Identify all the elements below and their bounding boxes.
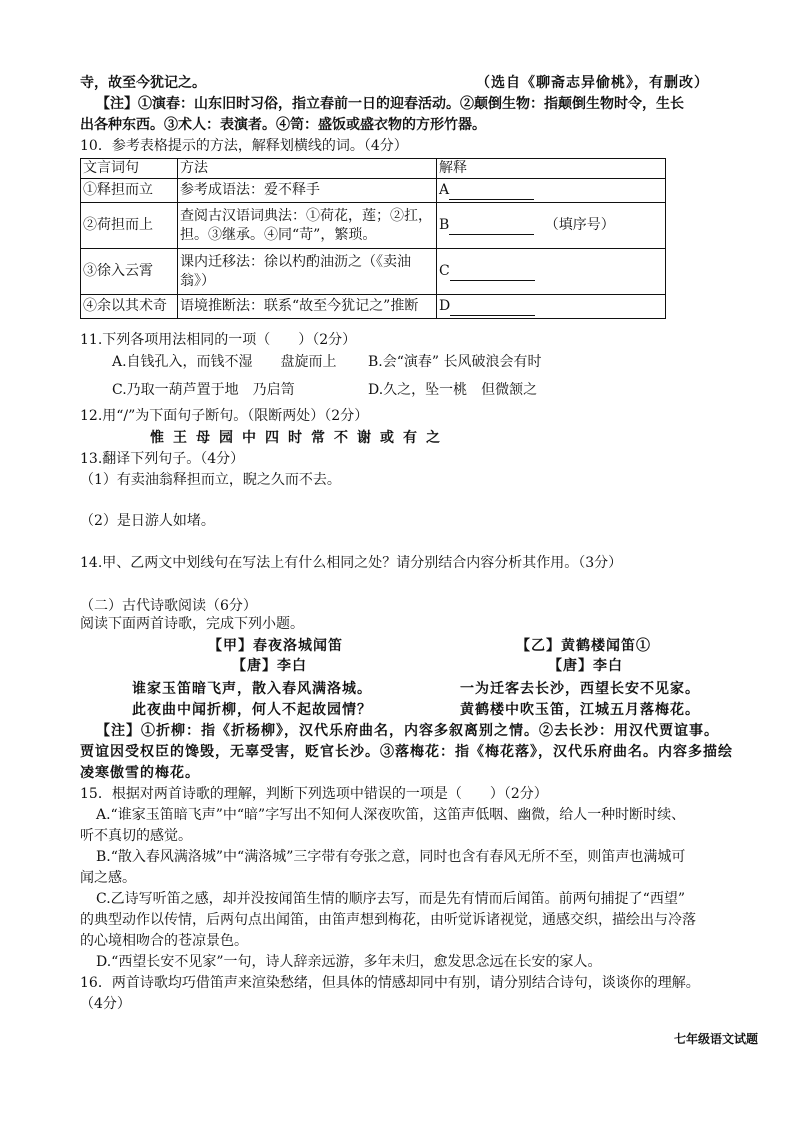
q11-title: 11.下列各项用法相同的一项（ ）（2分） (80, 332, 357, 348)
q10-method: 语境推断法：联系“故至今犹记之”推断 (178, 295, 437, 319)
poem-note-line-3: 凌寒傲雪的梅花。 (80, 765, 200, 781)
section-2-instruction: 阅读下面两首诗歌，完成下列小题。 (80, 616, 304, 632)
poem-a-line-2: 此夜曲中闻折柳，何人不起故园情？ (132, 702, 372, 718)
passage-note-line-2: 出各种东西。③术人：表演者。④笥：盛饭或盛衣物的方形竹器。 (80, 117, 486, 133)
q10-answer-cell (437, 179, 666, 203)
q10-method: 查阅古汉语词典法：①荷花，莲；②扛，担。③继承。④同“苛”，繁琐。 (178, 203, 437, 249)
q10-answer-cell (437, 203, 666, 249)
q10-header-row (81, 159, 666, 179)
q15-option-c-line-3: 的心境相吻合的苍凉景色。 (80, 933, 248, 949)
q10-row (81, 249, 666, 295)
q16-line-1: 16．两首诗歌均巧借笛声来渲染愁绪，但具体的情感却同中有别，请分别结合诗句，谈谈你的理解。 (80, 975, 700, 991)
answer-label: D (439, 298, 451, 314)
q15-option-a-line-2: 听不真切的感觉。 (80, 828, 192, 844)
q11-option-b: B.会“演春” 长风破浪会有时 (368, 354, 542, 370)
q15-option-c-line-2: 的典型动作以传情，后两句点出闻笛，由笛声想到梅花，由听觉诉诸视觉，通感交织，描绘出与冷落 (80, 912, 696, 928)
q14-title: 14.甲、乙两文中划线句在写法上有什么相同之处？请分别结合内容分析其作用。（3分） (80, 555, 623, 571)
q10-header-method: 方法 (178, 159, 437, 179)
q10-row (81, 203, 666, 249)
q15-option-c-line-1: C.乙诗写听笛之感，却并没按闻笛生情的顺序去写，而是先有情而后闻笛。前两句捕捉了“西望” (96, 891, 685, 907)
q11-option-c: C.乃取一葫芦置于地 乃启笥 (112, 382, 295, 398)
poem-a-line-1: 谁家玉笛暗飞声，散入春风满洛城。 (132, 681, 372, 697)
poem-a-title: 【甲】春夜洛城闻笛 (208, 638, 343, 654)
q10-row (81, 179, 666, 203)
q10-phrase: ④余以其术奇 (81, 295, 178, 319)
poem-b-title: 【乙】黄鹤楼闻笛① (516, 638, 651, 654)
answer-label: A (439, 182, 450, 198)
q10-method: 课内迁移法：徐以杓酌油沥之（《卖油翁》） (178, 249, 437, 295)
q15-title: 15．根据对两首诗歌的理解，判断下列选项中错误的一项是（ ）（2分） (80, 786, 548, 802)
q11-option-d: D.久之，坠一桃 但微颔之 (368, 382, 538, 398)
q10-answer-cell (437, 249, 666, 295)
section-2-heading: （二）古代诗歌阅读（6分） (80, 598, 257, 614)
q10-table (80, 158, 666, 319)
q10-header-answer: 解释 (437, 159, 666, 179)
answer-blank[interactable] (449, 220, 534, 235)
passage-source: （选自《聊斋志异偷桃》，有删改） (476, 75, 709, 91)
poem-b-line-2: 黄鹤楼中吹玉笛，江城五月落梅花。 (460, 702, 700, 718)
q15-option-d: D.“西望长安不见家”一句，诗人辞亲远游，多年未归，愈发思念远在长安的家人。 (96, 954, 602, 970)
answer-label: C (439, 263, 450, 279)
poem-b-line-1: 一为迁客去长沙，西望长安不见家。 (460, 681, 700, 697)
q10-phrase: ①释担而立 (81, 179, 178, 203)
q10-header-phrase: 文言词句 (81, 159, 178, 179)
answer-label: B (439, 217, 450, 233)
q13-sentence-2: （2）是日游人如堵。 (80, 513, 215, 529)
poem-note-line-2: 贾谊因受权臣的馋毁，无辜受害，贬官长沙。③落梅花：指《梅花落》，汉代乐府曲名。内容多描绘 (80, 744, 733, 760)
q15-option-b-line-2: 闻之感。 (80, 870, 136, 886)
passage-note-line-1: 【注】①演春：山东旧时习俗，指立春前一日的迎春活动。②颠倒生物：指颠倒生物时令，生长 (96, 96, 684, 112)
q10-method: 参考成语法：爱不释手 (178, 179, 437, 203)
q13-sentence-1: （1）有卖油翁释担而立，睨之久而不去。 (80, 472, 341, 488)
q16-line-2: （4分） (80, 996, 131, 1012)
poem-b-author: 【唐】李白 (548, 658, 623, 674)
answer-blank[interactable] (449, 185, 534, 200)
q15-option-b-line-1: B.“散入春风满洛城”中“满洛城”三字带有夸张之意，同时也含有春风无所不至，则笛声也满城可 (96, 849, 686, 865)
answer-blank[interactable] (450, 266, 535, 281)
q12-title: 12.用“/”为下面句子断句。（限断两处）（2分） (80, 408, 369, 424)
q13-title: 13.翻译下列句子。（4分） (80, 451, 245, 467)
poem-note-line-1: 【注】①折柳：指《折杨柳》，汉代乐府曲名，内容多叙离别之情。②去长沙：用汉代贾谊事。 (96, 723, 719, 739)
q15-option-a-line-1: A.“谁家玉笛暗飞声”中“暗”字写出不知何人深夜吹笛，这笛声低咽、幽微，给人一种时断时续、 (96, 807, 686, 823)
q10-phrase: ②荷担而上 (81, 203, 178, 249)
page-footer: 七年级语文试题 (673, 1032, 758, 1046)
q10-row (81, 295, 666, 319)
q10-answer-cell (437, 295, 666, 319)
q12-sentence: 惟王母园中四时常不谢或有之 (150, 430, 449, 446)
q11-option-a: A.自钱孔入，而钱不湿 盘旋而上 (112, 354, 337, 370)
answer-note: （填序号） (544, 217, 615, 233)
answer-blank[interactable] (450, 301, 535, 316)
q10-title: 10．参考表格提示的方法，解释划横线的词。（4分） (80, 138, 408, 154)
q10-phrase: ③徐入云霄 (81, 249, 178, 295)
poem-a-author: 【唐】李白 (232, 658, 307, 674)
passage-end-line: 寺，故至今犹记之。 (80, 75, 206, 91)
